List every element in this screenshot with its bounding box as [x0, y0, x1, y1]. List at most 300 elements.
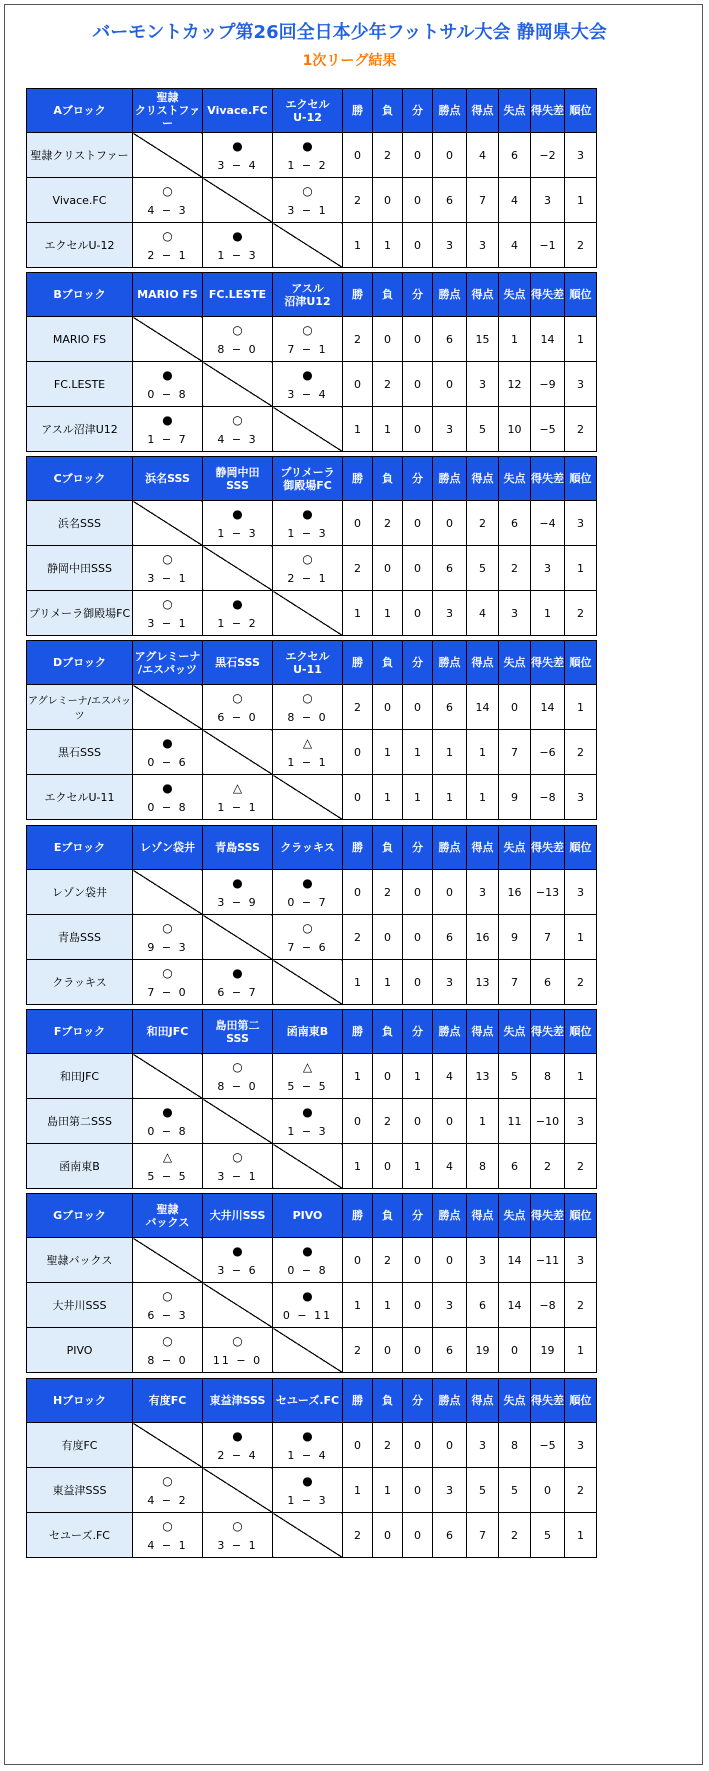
- team-row: [27, 870, 597, 915]
- stat-header: 失点: [499, 1010, 531, 1054]
- match-result: [273, 1468, 343, 1513]
- result-score: 1 − 7: [147, 433, 188, 446]
- stat-value: 3: [565, 775, 597, 820]
- stat-value: 2: [343, 1513, 373, 1558]
- stat-value: 3: [565, 501, 597, 546]
- result-score: 1 − 3: [217, 249, 258, 262]
- stat-value: 1: [373, 775, 403, 820]
- stat-value: 1: [373, 960, 403, 1005]
- team-header: 黒石SSS: [203, 641, 273, 685]
- result-mark: ●: [232, 229, 243, 243]
- match-result: [273, 915, 343, 960]
- match-result: [133, 960, 203, 1005]
- stat-value: 3: [467, 1238, 499, 1283]
- team-header: Vivace.FC: [203, 89, 273, 133]
- stat-value: 0: [373, 685, 403, 730]
- stat-value: 0: [433, 870, 467, 915]
- stat-header: 勝点: [433, 641, 467, 685]
- stat-value: 1: [403, 775, 433, 820]
- result-mark: ○: [302, 184, 313, 198]
- stat-value: 0: [403, 178, 433, 223]
- result-score: 1 − 3: [287, 1494, 328, 1507]
- self-match-diagonal: [133, 685, 203, 730]
- stat-value: 0: [403, 317, 433, 362]
- stat-value: 5: [467, 1468, 499, 1513]
- stat-value: 13: [467, 1054, 499, 1099]
- result-score: 4 − 3: [147, 204, 188, 217]
- match-result: [273, 1283, 343, 1328]
- result-mark: ●: [232, 966, 243, 980]
- match-result: [133, 915, 203, 960]
- team-row: [27, 133, 597, 178]
- match-result: [273, 133, 343, 178]
- result-mark: ○: [162, 1334, 173, 1348]
- stat-value: 1: [403, 730, 433, 775]
- match-result: [203, 1328, 273, 1373]
- self-match-diagonal: [203, 178, 273, 223]
- stat-value: 2: [373, 133, 403, 178]
- team-row: [27, 685, 597, 730]
- result-mark: ○: [232, 413, 243, 427]
- stat-header: 勝: [343, 1194, 373, 1238]
- result-mark: ●: [232, 597, 243, 611]
- self-match-diagonal: [133, 1423, 203, 1468]
- stat-value: 0: [433, 1238, 467, 1283]
- league-table-block-8: [26, 1378, 597, 1558]
- match-result: [133, 1283, 203, 1328]
- match-result: [203, 960, 273, 1005]
- result-score: 3 − 4: [287, 388, 328, 401]
- stat-value: 0: [403, 1099, 433, 1144]
- stat-value: 3: [565, 133, 597, 178]
- result-score: 2 − 4: [217, 1449, 258, 1462]
- stat-value: 2: [343, 915, 373, 960]
- result-score: 0 − 6: [147, 756, 188, 769]
- team-name: エクセルU-12: [27, 223, 133, 268]
- stat-value: 0: [403, 1468, 433, 1513]
- stat-value: 14: [499, 1238, 531, 1283]
- stat-value: 7: [467, 178, 499, 223]
- team-row: [27, 407, 597, 452]
- result-mark: △: [302, 736, 313, 750]
- stat-value: 7: [499, 730, 531, 775]
- match-result: [273, 501, 343, 546]
- stat-value: 0: [531, 1468, 565, 1513]
- team-row: [27, 1144, 597, 1189]
- league-table-block-7: [26, 1193, 597, 1373]
- match-result: [133, 1468, 203, 1513]
- stat-header: 失点: [499, 89, 531, 133]
- result-mark: ○: [232, 1334, 243, 1348]
- team-name: 函南東B: [27, 1144, 133, 1189]
- match-result: [133, 223, 203, 268]
- stat-value: 2: [343, 1328, 373, 1373]
- stat-header: 順位: [565, 1194, 597, 1238]
- stat-value: 13: [467, 960, 499, 1005]
- self-match-diagonal: [133, 317, 203, 362]
- stat-value: 6: [433, 915, 467, 960]
- match-result: [203, 407, 273, 452]
- stat-value: 3: [499, 591, 531, 636]
- team-name: 東益津SSS: [27, 1468, 133, 1513]
- team-name: 静岡中田SSS: [27, 546, 133, 591]
- stat-header: 分: [403, 1010, 433, 1054]
- league-table-block-6: [26, 1009, 597, 1189]
- result-score: 0 − 7: [287, 896, 328, 909]
- team-name: 青島SSS: [27, 915, 133, 960]
- team-row: [27, 178, 597, 223]
- team-row: [27, 362, 597, 407]
- match-result: [273, 546, 343, 591]
- self-match-diagonal: [203, 730, 273, 775]
- stat-header: 勝点: [433, 826, 467, 870]
- result-score: 1 − 3: [217, 527, 258, 540]
- stat-header: 勝: [343, 1010, 373, 1054]
- stat-value: 5: [499, 1054, 531, 1099]
- stat-value: 0: [403, 685, 433, 730]
- stat-value: 1: [343, 1283, 373, 1328]
- stat-header: 失点: [499, 1194, 531, 1238]
- result-mark: ○: [232, 691, 243, 705]
- stat-value: 4: [499, 178, 531, 223]
- stat-header: 勝点: [433, 1194, 467, 1238]
- team-name: 聖隷クリストファー: [27, 133, 133, 178]
- result-score: 8 − 0: [217, 1080, 258, 1093]
- stat-value: 3: [433, 960, 467, 1005]
- stat-value: 0: [343, 1423, 373, 1468]
- stat-value: 5: [467, 546, 499, 591]
- result-mark: ●: [302, 1244, 313, 1258]
- stat-value: 2: [373, 1099, 403, 1144]
- team-header: 大井川SSS: [203, 1194, 273, 1238]
- match-result: [203, 1054, 273, 1099]
- result-mark: ○: [162, 966, 173, 980]
- result-score: 0 − 8: [147, 1125, 188, 1138]
- team-row: [27, 1054, 597, 1099]
- stat-value: 6: [499, 501, 531, 546]
- stat-header: 勝: [343, 273, 373, 317]
- stat-value: 14: [467, 685, 499, 730]
- self-match-diagonal: [133, 133, 203, 178]
- stat-value: 3: [433, 1283, 467, 1328]
- result-score: 7 − 1: [287, 343, 328, 356]
- stat-header: 得点: [467, 1010, 499, 1054]
- match-result: [273, 1238, 343, 1283]
- team-name: 有度FC: [27, 1423, 133, 1468]
- stat-value: 6: [531, 960, 565, 1005]
- stat-value: 0: [403, 960, 433, 1005]
- stat-header: 得失差: [531, 1194, 565, 1238]
- stat-value: 2: [565, 1283, 597, 1328]
- match-result: [133, 407, 203, 452]
- stat-value: 1: [343, 407, 373, 452]
- stat-header: 分: [403, 457, 433, 501]
- stat-value: 0: [343, 775, 373, 820]
- stat-value: 19: [467, 1328, 499, 1373]
- result-mark: ○: [162, 921, 173, 935]
- stat-header: 分: [403, 826, 433, 870]
- stat-value: 15: [467, 317, 499, 362]
- stat-value: 6: [433, 178, 467, 223]
- stat-value: 0: [373, 915, 403, 960]
- stat-header: 得失差: [531, 457, 565, 501]
- match-result: [133, 775, 203, 820]
- result-score: 3 − 1: [147, 617, 188, 630]
- team-header: 函南東B: [273, 1010, 343, 1054]
- result-score: 7 − 0: [147, 986, 188, 999]
- result-score: 3 − 1: [217, 1539, 258, 1552]
- stat-value: 0: [403, 133, 433, 178]
- result-score: 1 − 2: [287, 159, 328, 172]
- stat-value: 3: [565, 1238, 597, 1283]
- stat-header: 得失差: [531, 641, 565, 685]
- match-result: [273, 1423, 343, 1468]
- stat-value: 1: [467, 775, 499, 820]
- match-result: [203, 870, 273, 915]
- team-header: 東益津SSS: [203, 1379, 273, 1423]
- self-match-diagonal: [273, 223, 343, 268]
- stat-value: 2: [565, 960, 597, 1005]
- stat-value: 2: [373, 1238, 403, 1283]
- stat-value: 10: [499, 407, 531, 452]
- stat-value: 0: [403, 1238, 433, 1283]
- self-match-diagonal: [203, 362, 273, 407]
- result-mark: ○: [162, 597, 173, 611]
- stat-value: 1: [565, 1054, 597, 1099]
- team-header: 浜名SSS: [133, 457, 203, 501]
- league-table-block-1: [26, 88, 597, 268]
- stat-header: 順位: [565, 826, 597, 870]
- result-mark: ●: [232, 139, 243, 153]
- stat-header: 順位: [565, 1379, 597, 1423]
- result-mark: ●: [302, 876, 313, 890]
- stat-value: 1: [373, 1283, 403, 1328]
- result-mark: ○: [232, 1150, 243, 1164]
- stat-value: 1: [343, 223, 373, 268]
- stat-header: 負: [373, 1010, 403, 1054]
- team-name: エクセルU-11: [27, 775, 133, 820]
- stat-header: 得失差: [531, 89, 565, 133]
- stat-value: 14: [499, 1283, 531, 1328]
- team-row: [27, 1513, 597, 1558]
- stat-value: 8: [531, 1054, 565, 1099]
- stat-value: 6: [433, 317, 467, 362]
- team-row: [27, 223, 597, 268]
- block-label: Dブロック: [27, 641, 133, 685]
- match-result: [133, 1328, 203, 1373]
- stat-header: 負: [373, 641, 403, 685]
- stat-value: −4: [531, 501, 565, 546]
- stat-value: 0: [403, 1513, 433, 1558]
- stat-value: 1: [565, 1513, 597, 1558]
- team-header: 聖隷 バックス: [133, 1194, 203, 1238]
- team-name: 和田JFC: [27, 1054, 133, 1099]
- stat-value: 2: [373, 501, 403, 546]
- team-row: [27, 1238, 597, 1283]
- stat-value: 0: [343, 1238, 373, 1283]
- stat-value: 0: [403, 362, 433, 407]
- stat-value: 2: [373, 1423, 403, 1468]
- stat-value: 0: [433, 1099, 467, 1144]
- stat-value: 0: [499, 685, 531, 730]
- stat-value: 3: [433, 1468, 467, 1513]
- self-match-diagonal: [203, 1283, 273, 1328]
- self-match-diagonal: [133, 870, 203, 915]
- stat-value: 2: [343, 317, 373, 362]
- stat-value: 0: [433, 133, 467, 178]
- self-match-diagonal: [133, 1054, 203, 1099]
- match-result: [203, 1238, 273, 1283]
- team-name: アグレミーナ/エスパッツ: [27, 685, 133, 730]
- team-name: 聖隷バックス: [27, 1238, 133, 1283]
- stat-header: 得失差: [531, 826, 565, 870]
- stat-header: 得失差: [531, 1379, 565, 1423]
- stat-value: 3: [565, 362, 597, 407]
- stat-value: 1: [373, 591, 403, 636]
- league-table-block-5: [26, 825, 597, 1005]
- stat-header: 失点: [499, 826, 531, 870]
- result-score: 0 − 8: [147, 388, 188, 401]
- stat-value: 1: [467, 730, 499, 775]
- result-score: 8 − 0: [147, 1354, 188, 1367]
- stat-header: 得点: [467, 1379, 499, 1423]
- stat-value: 0: [433, 1423, 467, 1468]
- stat-header: 分: [403, 273, 433, 317]
- result-score: 5 − 5: [287, 1080, 328, 1093]
- stat-value: 6: [467, 1283, 499, 1328]
- stat-header: 分: [403, 1379, 433, 1423]
- stat-value: 0: [403, 1328, 433, 1373]
- result-score: 1 − 4: [287, 1449, 328, 1462]
- stat-value: 14: [531, 685, 565, 730]
- stat-value: 0: [433, 501, 467, 546]
- match-result: [133, 362, 203, 407]
- stat-value: 1: [433, 730, 467, 775]
- match-result: [203, 591, 273, 636]
- match-result: [133, 1144, 203, 1189]
- stat-value: 0: [403, 1423, 433, 1468]
- stat-value: 4: [433, 1054, 467, 1099]
- match-result: [133, 178, 203, 223]
- stat-value: 2: [343, 178, 373, 223]
- stat-value: 6: [433, 1513, 467, 1558]
- result-mark: △: [302, 1060, 313, 1074]
- stat-value: 1: [565, 317, 597, 362]
- result-mark: ●: [232, 507, 243, 521]
- stat-value: 0: [403, 546, 433, 591]
- stat-value: 6: [433, 546, 467, 591]
- team-header: プリメーラ 御殿場FC: [273, 457, 343, 501]
- team-header: クラッキス: [273, 826, 343, 870]
- stat-value: 0: [403, 1283, 433, 1328]
- result-score: 4 − 1: [147, 1539, 188, 1552]
- team-row: [27, 775, 597, 820]
- result-mark: ●: [232, 1429, 243, 1443]
- stat-header: 勝点: [433, 457, 467, 501]
- result-mark: ○: [232, 1519, 243, 1533]
- stat-value: 1: [343, 591, 373, 636]
- result-mark: ●: [162, 1105, 173, 1119]
- self-match-diagonal: [273, 1144, 343, 1189]
- result-mark: ●: [302, 139, 313, 153]
- stat-value: 0: [343, 870, 373, 915]
- stat-value: 5: [467, 407, 499, 452]
- match-result: [203, 133, 273, 178]
- result-mark: △: [232, 781, 243, 795]
- stat-value: 1: [403, 1144, 433, 1189]
- team-name: FC.LESTE: [27, 362, 133, 407]
- stat-value: 2: [565, 1144, 597, 1189]
- stat-value: 3: [467, 870, 499, 915]
- stat-header: 負: [373, 826, 403, 870]
- result-mark: ●: [302, 507, 313, 521]
- stat-header: 得失差: [531, 1010, 565, 1054]
- stat-value: 2: [565, 223, 597, 268]
- result-mark: ●: [162, 413, 173, 427]
- stat-value: −6: [531, 730, 565, 775]
- stat-value: 7: [531, 915, 565, 960]
- stat-value: 4: [467, 591, 499, 636]
- team-name: アスル沼津U12: [27, 407, 133, 452]
- stat-value: 3: [565, 1423, 597, 1468]
- team-row: [27, 1283, 597, 1328]
- stat-header: 勝点: [433, 89, 467, 133]
- stat-value: 0: [373, 1054, 403, 1099]
- team-name: 島田第二SSS: [27, 1099, 133, 1144]
- result-score: 3 − 6: [217, 1264, 258, 1277]
- team-header: エクセル U-12: [273, 89, 343, 133]
- stat-value: 3: [531, 178, 565, 223]
- stat-value: 1: [343, 1144, 373, 1189]
- stat-value: 0: [499, 1328, 531, 1373]
- team-header: 青島SSS: [203, 826, 273, 870]
- stat-header: 順位: [565, 457, 597, 501]
- result-score: 6 − 7: [217, 986, 258, 999]
- result-mark: ●: [302, 1429, 313, 1443]
- page-title: バーモントカップ第26回全日本少年フットサル大会 静岡県大会: [92, 22, 607, 43]
- team-header: 有度FC: [133, 1379, 203, 1423]
- stat-value: 6: [499, 133, 531, 178]
- stat-value: 0: [343, 133, 373, 178]
- stat-header: 分: [403, 641, 433, 685]
- stat-header: 得点: [467, 273, 499, 317]
- match-result: [133, 1099, 203, 1144]
- stat-value: 7: [467, 1513, 499, 1558]
- stat-value: 0: [343, 362, 373, 407]
- result-mark: ●: [232, 1244, 243, 1258]
- stat-value: 3: [565, 870, 597, 915]
- stat-value: 1: [565, 546, 597, 591]
- team-header: 静岡中田 SSS: [203, 457, 273, 501]
- team-name: クラッキス: [27, 960, 133, 1005]
- stat-value: 1: [499, 317, 531, 362]
- stat-value: 1: [373, 223, 403, 268]
- stat-value: 0: [343, 730, 373, 775]
- result-mark: ●: [162, 736, 173, 750]
- stat-header: 順位: [565, 273, 597, 317]
- stat-value: −8: [531, 1283, 565, 1328]
- stat-header: 勝: [343, 457, 373, 501]
- result-mark: ●: [302, 1105, 313, 1119]
- stat-header: 得点: [467, 641, 499, 685]
- team-row: [27, 591, 597, 636]
- match-result: [203, 1423, 273, 1468]
- self-match-diagonal: [273, 1513, 343, 1558]
- result-score: 5 − 5: [147, 1170, 188, 1183]
- result-mark: ○: [162, 229, 173, 243]
- league-table-block-2: [26, 272, 597, 452]
- stat-header: 分: [403, 89, 433, 133]
